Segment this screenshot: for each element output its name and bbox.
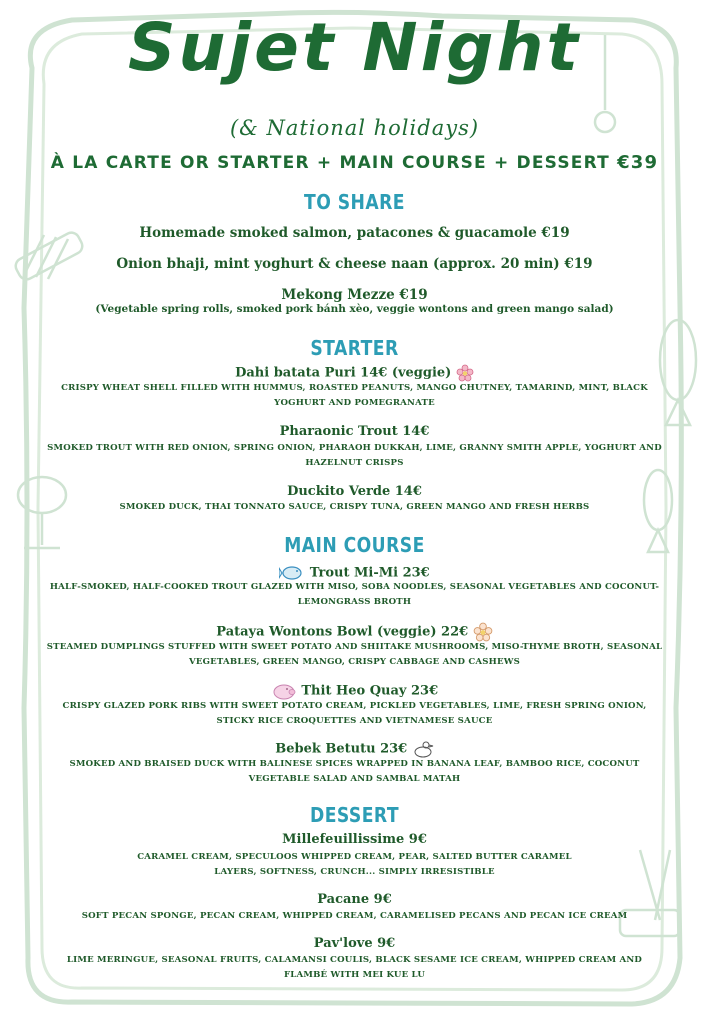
dish-description: HALF-SMOKED, HALF-COOKED TROUT GLAZED WITH MISO, SOBA NOODLES, SEASONAL VEGETABLES AND COCONUT-LEMONGRASS BROTH xyxy=(49,582,660,607)
dish-description: SOFT PECAN SPONGE, PECAN CREAM, WHIPPED CREAM, CARAMELISED PECANS AND PECAN ICE CREAM xyxy=(81,911,628,921)
dish-description: STEAMED DUMPLINGS STUFFED WITH SWEET POTATO AND SHIITAKE MUSHROOMS, MISO-THYME BROTH, SEASONAL VEGETABLES, GREEN MANGO, CRISPY CABBAGE AND CASHEWS xyxy=(46,642,663,667)
dish-name: Pacane 9€ xyxy=(317,892,392,907)
dish-description: CARAMEL CREAM, SPECULOOS WHIPPED CREAM, PEAR, SALTED BUTTER CARAMEL LAYERS, SOFTNESS, CRUNCH... SIMPLY IRRESISTIBLE xyxy=(137,852,572,877)
dish-description: CRISPY GLAZED PORK RIBS WITH SWEET POTATO CREAM, PICKLED VEGETABLES, LIME, FRESH SPRING ONION, STICKY RICE CROQUETTES AND VIETNAMESE SAUCE xyxy=(62,701,647,726)
dish-name: Pharaonic Trout 14€ xyxy=(279,424,430,439)
dish-description: SMOKED AND BRAISED DUCK WITH BALINESE SPICES WRAPPED IN BANANA LEAF, BAMBOO RICE, COCONUT VEGETABLE SALAD AND SAMBAL MATAH xyxy=(69,759,640,784)
dish-name: Onion bhaji, mint yoghurt & cheese naan (approx. 20 min) €19 xyxy=(116,256,593,272)
section-heading-to-share: TO SHARE xyxy=(304,190,405,214)
dish-name: Duckito Verde 14€ xyxy=(287,484,422,499)
dish-name: Dahi batata Puri 14€ (veggie) xyxy=(235,365,452,381)
dish-name: Pataya Wontons Bowl (veggie) 22€ xyxy=(216,624,469,640)
menu-tagline xyxy=(0,152,709,173)
menu-subtitle: (& National holidays) xyxy=(229,116,480,140)
flower-icon xyxy=(473,622,493,642)
section-heading-main-course: MAIN COURSE xyxy=(284,533,425,557)
dish-description: SMOKED TROUT WITH RED ONION, SPRING ONION, PHARAOH DUKKAH, LIME, GRANNY SMITH APPLE, YOGHURT AND HAZELNUT CRISPS xyxy=(47,443,662,468)
dish-row xyxy=(0,364,709,382)
dish-name: Millefeuillissime 9€ xyxy=(282,832,427,847)
dish-note: (Vegetable spring rolls, smoked pork bánh xèo, veggie wontons and green mango salad) xyxy=(95,303,614,315)
dish-name: Bebek Betutu 23€ xyxy=(275,741,408,757)
pig-icon xyxy=(271,681,297,701)
tagline-price: €39 xyxy=(617,152,659,173)
duck-icon xyxy=(412,739,434,759)
dish-name: Trout Mi-Mi 23€ xyxy=(309,565,430,581)
dish-name: Thit Heo Quay 23€ xyxy=(301,683,439,699)
tagline-text: À LA CARTE OR STARTER + MAIN COURSE + DESSERT xyxy=(50,153,610,173)
dish-name: Pav'love 9€ xyxy=(313,936,396,951)
dish-row xyxy=(0,681,709,701)
dish-description: CRISPY WHEAT SHELL FILLED WITH HUMMUS, ROASTED PEANUTS, MANGO CHUTNEY, TAMARIND, MINT, BLACK YOGHURT AND POMEGRANATE xyxy=(61,383,648,408)
menu-title: Sujet Night xyxy=(127,9,582,86)
dish-description: LIME MERINGUE, SEASONAL FRUITS, CALAMANSI COULIS, BLACK SESAME ICE CREAM, WHIPPED CREAM AND FLAMBÉ WITH MEI KUE LU xyxy=(66,955,643,980)
section-heading-dessert: DESSERT xyxy=(309,803,399,827)
dish-description: SMOKED DUCK, THAI TONNATO SAUCE, CRISPY TUNA, GREEN MANGO AND FRESH HERBS xyxy=(119,502,590,512)
section-heading-starter: STARTER xyxy=(310,336,399,360)
dish-row xyxy=(0,622,709,642)
dish-row xyxy=(0,739,709,759)
dish-name: Homemade smoked salmon, patacones & guacamole €19 xyxy=(139,225,570,241)
dish-name: Mekong Mezze €19 xyxy=(281,287,428,303)
flower-icon xyxy=(456,364,474,382)
